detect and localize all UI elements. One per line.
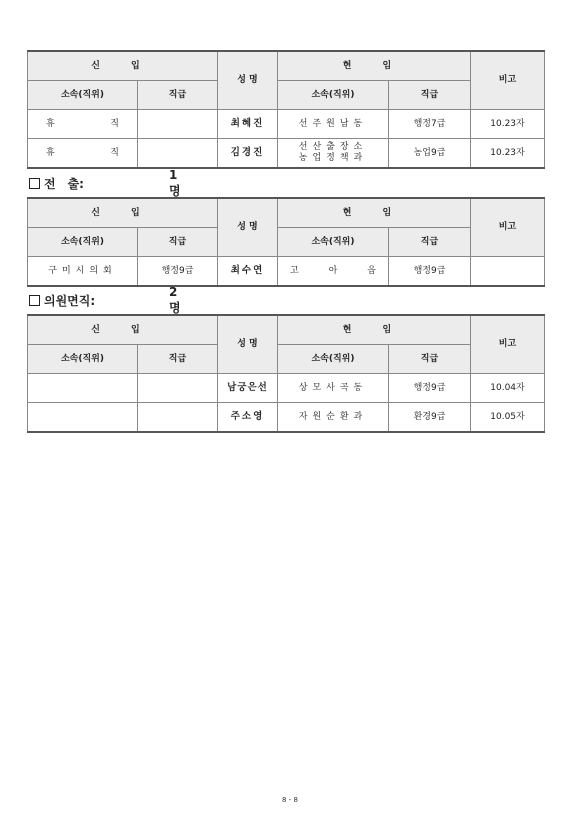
header-current-post: 현 임	[278, 315, 471, 345]
header-new-post: 신 입	[28, 51, 218, 81]
header-grade: 직급	[389, 345, 471, 374]
current-affiliation-cell: 자원순환과	[278, 403, 389, 433]
header-affiliation: 소속(직위)	[28, 345, 138, 374]
current-affiliation-part: 읍	[367, 265, 376, 276]
current-grade-cell: 행정9급	[389, 374, 471, 403]
current-affiliation-part: 고	[290, 265, 299, 276]
header-grade: 직급	[138, 345, 218, 374]
header-remarks: 비고	[471, 315, 545, 374]
remark-cell: 10.23자	[471, 139, 545, 169]
current-affiliation-cell	[278, 139, 389, 169]
name-cell: 주소영	[218, 403, 278, 433]
header-name: 성 명	[218, 198, 278, 257]
header-remarks: 비고	[471, 51, 545, 110]
header-grade: 직급	[138, 81, 218, 110]
header-new-post: 신 입	[28, 315, 218, 345]
new-affiliation-part: 직	[110, 118, 119, 129]
header-affiliation: 소속(직위)	[28, 228, 138, 257]
header-grade: 직급	[389, 228, 471, 257]
current-affiliation-line: 선산출장소	[298, 142, 368, 153]
table-row	[28, 403, 545, 433]
section-count: 2명	[169, 285, 181, 315]
section-count: 1명	[169, 168, 181, 198]
current-grade-cell: 행정9급	[389, 257, 471, 287]
name-cell: 최혜진	[218, 110, 278, 139]
appointment-table-2	[27, 197, 545, 287]
name-cell: 김경진	[218, 139, 278, 169]
new-grade-cell: 행정9급	[138, 257, 218, 287]
page-number: 8 - 8	[282, 796, 298, 804]
current-grade-cell: 행정7급	[389, 110, 471, 139]
checkbox-square-icon	[29, 178, 40, 189]
current-affiliation-cell: 선주원남동	[278, 110, 389, 139]
current-grade-cell: 환경9급	[389, 403, 471, 433]
new-affiliation-cell	[28, 110, 138, 139]
header-grade: 직급	[138, 228, 218, 257]
current-grade-cell: 농업9급	[389, 139, 471, 169]
table-row	[28, 257, 545, 287]
header-affiliation: 소속(직위)	[278, 228, 389, 257]
header-affiliation: 소속(직위)	[278, 345, 389, 374]
header-current-post: 현 임	[278, 198, 471, 228]
current-affiliation-part: 아	[328, 265, 338, 276]
table-row	[28, 139, 545, 169]
header-name: 성 명	[218, 51, 278, 110]
section-title: 전 출:	[44, 177, 84, 191]
name-cell: 남궁은선	[218, 374, 278, 403]
remark-cell: 10.04자	[471, 374, 545, 403]
new-grade-cell	[138, 374, 218, 403]
header-new-post: 신 입	[28, 198, 218, 228]
appointment-table-3	[27, 314, 545, 433]
new-affiliation-cell: 구미시의회	[28, 257, 138, 287]
table-row	[28, 374, 545, 403]
table-row	[28, 110, 545, 139]
section-title: 의원면직:	[44, 294, 96, 308]
header-grade: 직급	[389, 81, 471, 110]
current-affiliation-line: 농업정책과	[298, 153, 368, 163]
appointment-table-1	[27, 50, 545, 169]
header-remarks: 비고	[471, 198, 545, 257]
section-transfer-out	[29, 168, 181, 198]
remark-cell	[471, 257, 545, 287]
new-affiliation-part: 휴	[46, 118, 55, 129]
new-grade-cell	[138, 139, 218, 169]
new-affiliation-cell	[28, 374, 138, 403]
remark-cell: 10.05자	[471, 403, 545, 433]
new-grade-cell	[138, 110, 218, 139]
checkbox-square-icon	[29, 295, 40, 306]
new-affiliation-part: 직	[110, 147, 119, 158]
name-cell: 최수연	[218, 257, 278, 287]
header-affiliation: 소속(직위)	[28, 81, 138, 110]
section-resignation	[29, 285, 181, 315]
new-affiliation-cell	[28, 403, 138, 433]
header-current-post: 현 임	[278, 51, 471, 81]
current-affiliation-cell: 상모사곡동	[278, 374, 389, 403]
new-affiliation-part: 휴	[46, 147, 55, 158]
header-affiliation: 소속(직위)	[278, 81, 389, 110]
new-affiliation-cell	[28, 139, 138, 169]
current-affiliation-cell	[278, 257, 389, 287]
header-name: 성 명	[218, 315, 278, 374]
new-grade-cell	[138, 403, 218, 433]
remark-cell: 10.23자	[471, 110, 545, 139]
